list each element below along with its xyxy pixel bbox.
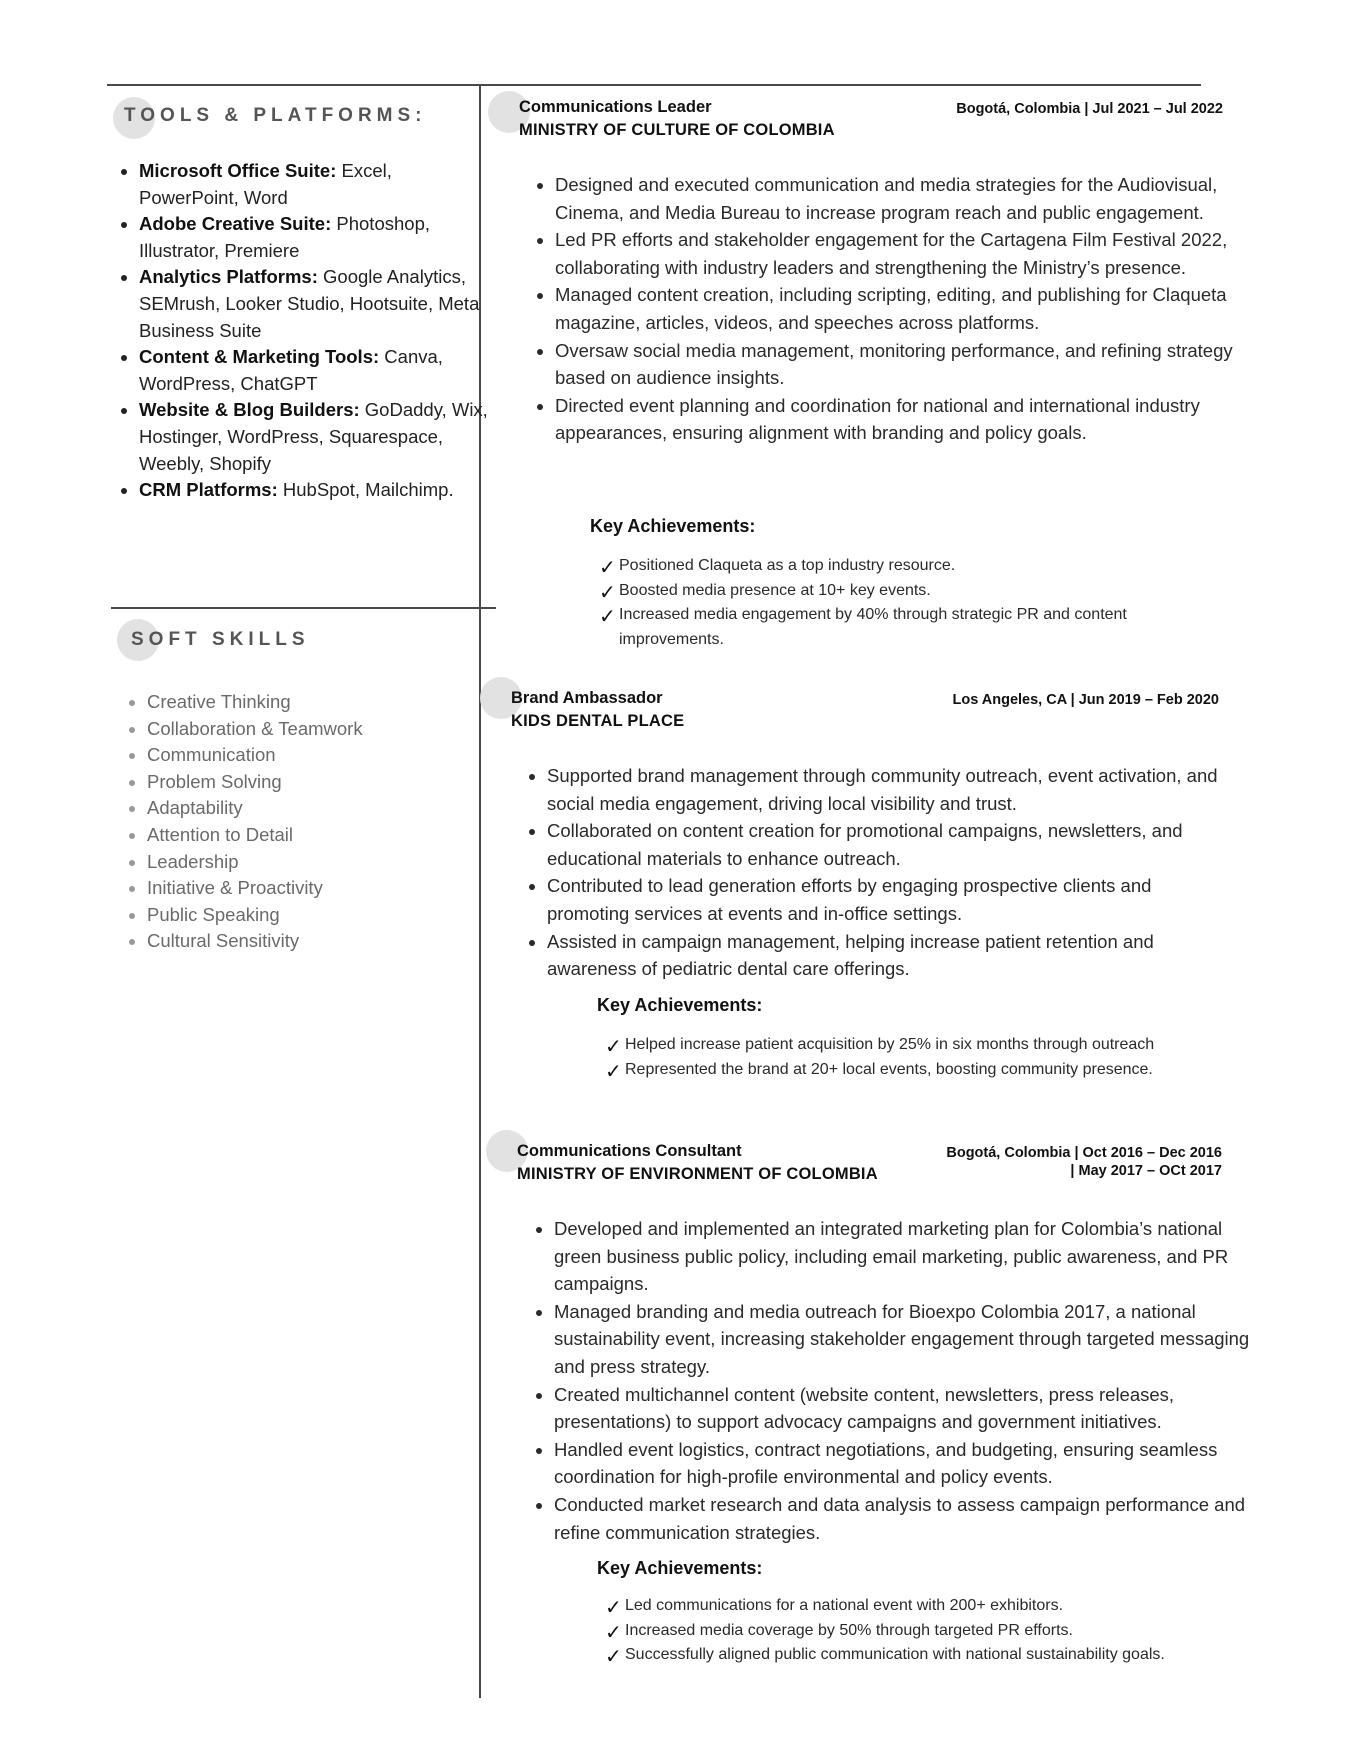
list-item: • Cultural Sensitivity bbox=[147, 928, 477, 955]
job-role: Communications Leader bbox=[519, 98, 712, 116]
checkmark-icon: ✓ bbox=[599, 555, 616, 579]
list-item: • Attention to Detail bbox=[147, 822, 477, 849]
job-bullets bbox=[521, 762, 1237, 983]
list-item: • Leadership bbox=[147, 849, 477, 876]
tool-category: Analytics Platforms: bbox=[139, 266, 318, 288]
soft-skills-list bbox=[121, 689, 477, 955]
job-header bbox=[511, 689, 1219, 731]
tool-values: Google Analytics, SEMrush, Looker Studio, Hootsuite, Meta Business Suite bbox=[139, 266, 480, 341]
list-item: • Public Speaking bbox=[147, 902, 477, 929]
key-achievements-title: Key Achievements: bbox=[590, 516, 756, 536]
list-item bbox=[605, 1619, 1265, 1644]
tool-category: Website & Blog Builders: bbox=[139, 399, 360, 421]
achievement-text: Represented the brand at 20+ local events, boosting community presence. bbox=[625, 1060, 1153, 1078]
list-item bbox=[599, 579, 1219, 604]
tool-values: Excel, PowerPoint, Word bbox=[139, 160, 392, 208]
achievements-list bbox=[599, 554, 1219, 652]
list-item bbox=[605, 1058, 1245, 1083]
job-location-date: Bogotá, Colombia | Jul 2021 – Jul 2022 bbox=[956, 101, 1223, 117]
list-item: • Created multichannel content (website content, newsletters, press releases, presentations) to support advocacy campaigns and government initiatives. bbox=[554, 1381, 1254, 1436]
list-item bbox=[139, 477, 489, 504]
top-divider bbox=[107, 84, 1201, 86]
job-organization: KIDS DENTAL PLACE bbox=[511, 712, 685, 730]
job-role: Brand Ambassador bbox=[511, 689, 663, 707]
list-item bbox=[139, 344, 489, 397]
job-bullets bbox=[528, 1215, 1254, 1546]
list-item: • Managed branding and media outreach for Bioexpo Colombia 2017, a national sustainability event, increasing stakeholder engagement through targeted messaging and press strategy. bbox=[554, 1298, 1254, 1381]
job-date-range-2: | May 2017 – OCt 2017 bbox=[1070, 1163, 1222, 1179]
achievement-text: Increased media engagement by 40% through strategic PR and content improvements. bbox=[619, 606, 1127, 648]
checkmark-icon: ✓ bbox=[605, 1619, 622, 1644]
list-item: • Creative Thinking bbox=[147, 689, 477, 716]
list-item bbox=[139, 397, 489, 477]
list-item: • Handled event logistics, contract negotiations, and budgeting, ensuring seamless coordination for high-profile environmental and policy events. bbox=[554, 1436, 1254, 1491]
tool-values: Photoshop, Illustrator, Premiere bbox=[139, 213, 430, 261]
job-location-date bbox=[946, 1144, 1222, 1180]
achievement-text: Helped increase patient acquisition by 25% in six months through outreach bbox=[625, 1036, 1155, 1053]
list-item: • Assisted in campaign management, helping increase patient retention and awareness of pediatric dental care offerings. bbox=[547, 928, 1237, 983]
list-item: • Adaptability bbox=[147, 795, 477, 822]
achievements-list bbox=[605, 1594, 1265, 1668]
checkmark-icon: ✓ bbox=[605, 1644, 622, 1668]
tools-section-title: TOOLS & PLATFORMS: bbox=[124, 105, 427, 126]
job-organization: MINISTRY OF ENVIRONMENT OF COLOMBIA bbox=[517, 1165, 878, 1183]
checkmark-icon: ✓ bbox=[605, 1034, 622, 1058]
list-item: • Designed and executed communication and media strategies for the Audiovisual, Cinema, and Media Bureau to increase program reach and public engagement. bbox=[555, 171, 1255, 226]
soft-skills-section-title: SOFT SKILLS bbox=[131, 629, 310, 650]
achievement-text: Positioned Claqueta as a top industry resource. bbox=[619, 557, 956, 574]
checkmark-icon: ✓ bbox=[605, 1595, 622, 1619]
achievement-text: Increased media coverage by 50% through targeted PR efforts. bbox=[625, 1621, 1073, 1639]
list-item bbox=[139, 211, 489, 264]
tool-values: Canva, WordPress, ChatGPT bbox=[139, 346, 443, 394]
achievement-text: Successfully aligned public communication with national sustainability goals. bbox=[625, 1646, 1165, 1663]
list-item: • Directed event planning and coordination for national and international industry appearances, ensuring alignment with branding and policy goals. bbox=[555, 392, 1255, 447]
sidebar-section-divider bbox=[111, 607, 496, 609]
job-header bbox=[519, 98, 1223, 140]
list-item: • Developed and implemented an integrated marketing plan for Colombia’s national green business public policy, including email marketing, public awareness, and PR campaigns. bbox=[554, 1215, 1254, 1298]
list-item: • Led PR efforts and stakeholder engagement for the Cartagena Film Festival 2022, collaborating with industry leaders and strengthening the Ministry’s presence. bbox=[555, 226, 1255, 281]
list-item: • Supported brand management through community outreach, event activation, and social media engagement, driving local visibility and trust. bbox=[547, 762, 1237, 817]
job-role: Communications Consultant bbox=[517, 1142, 742, 1160]
list-item: • Oversaw social media management, monitoring performance, and refining strategy based on audience insights. bbox=[555, 337, 1255, 392]
list-item: • Managed content creation, including scripting, editing, and publishing for Claqueta magazine, articles, videos, and speeches across platforms. bbox=[555, 281, 1255, 336]
job-organization: MINISTRY OF CULTURE OF COLOMBIA bbox=[519, 121, 835, 139]
job-location-date: Los Angeles, CA | Jun 2019 – Feb 2020 bbox=[952, 692, 1219, 708]
tool-category: Content & Marketing Tools: bbox=[139, 346, 380, 368]
checkmark-icon: ✓ bbox=[599, 604, 616, 628]
list-item bbox=[605, 1594, 1265, 1619]
list-item bbox=[605, 1643, 1265, 1668]
tool-category: CRM Platforms: bbox=[139, 479, 278, 501]
tool-values: GoDaddy, Wix, Hostinger, WordPress, Squarespace, Weebly, Shopify bbox=[139, 399, 488, 474]
list-item: • Communication bbox=[147, 742, 477, 769]
achievement-text: Led communications for a national event with 200+ exhibitors. bbox=[625, 1597, 1064, 1614]
job-bullets bbox=[529, 171, 1255, 447]
list-item: • Collaborated on content creation for promotional campaigns, newsletters, and educational materials to enhance outreach. bbox=[547, 817, 1237, 872]
list-item bbox=[139, 264, 489, 344]
tool-category: Microsoft Office Suite: bbox=[139, 160, 337, 181]
list-item: • Conducted market research and data analysis to assess campaign performance and refine communication strategies. bbox=[554, 1491, 1254, 1546]
list-item bbox=[139, 158, 489, 211]
key-achievements-title: Key Achievements: bbox=[597, 1558, 763, 1578]
list-item: • Initiative & Proactivity bbox=[147, 875, 477, 902]
achievement-text: Boosted media presence at 10+ key events. bbox=[619, 581, 931, 599]
list-item bbox=[599, 603, 1219, 652]
checkmark-icon: ✓ bbox=[605, 1058, 622, 1083]
tool-values: HubSpot, Mailchimp. bbox=[277, 479, 454, 501]
job-date-range-1: Bogotá, Colombia | Oct 2016 – Dec 2016 bbox=[946, 1145, 1222, 1161]
tools-list bbox=[113, 158, 489, 504]
achievements-list bbox=[605, 1033, 1245, 1082]
list-item: • Contributed to lead generation efforts by engaging prospective clients and promoting services at events and in-office settings. bbox=[547, 872, 1237, 927]
key-achievements-title: Key Achievements: bbox=[597, 995, 763, 1015]
tool-category: Adobe Creative Suite: bbox=[139, 213, 332, 235]
list-item bbox=[599, 554, 1219, 579]
job-header bbox=[517, 1142, 1222, 1184]
checkmark-icon: ✓ bbox=[599, 579, 616, 604]
list-item: • Collaboration & Teamwork bbox=[147, 716, 477, 743]
list-item bbox=[605, 1033, 1245, 1058]
list-item: • Problem Solving bbox=[147, 769, 477, 796]
